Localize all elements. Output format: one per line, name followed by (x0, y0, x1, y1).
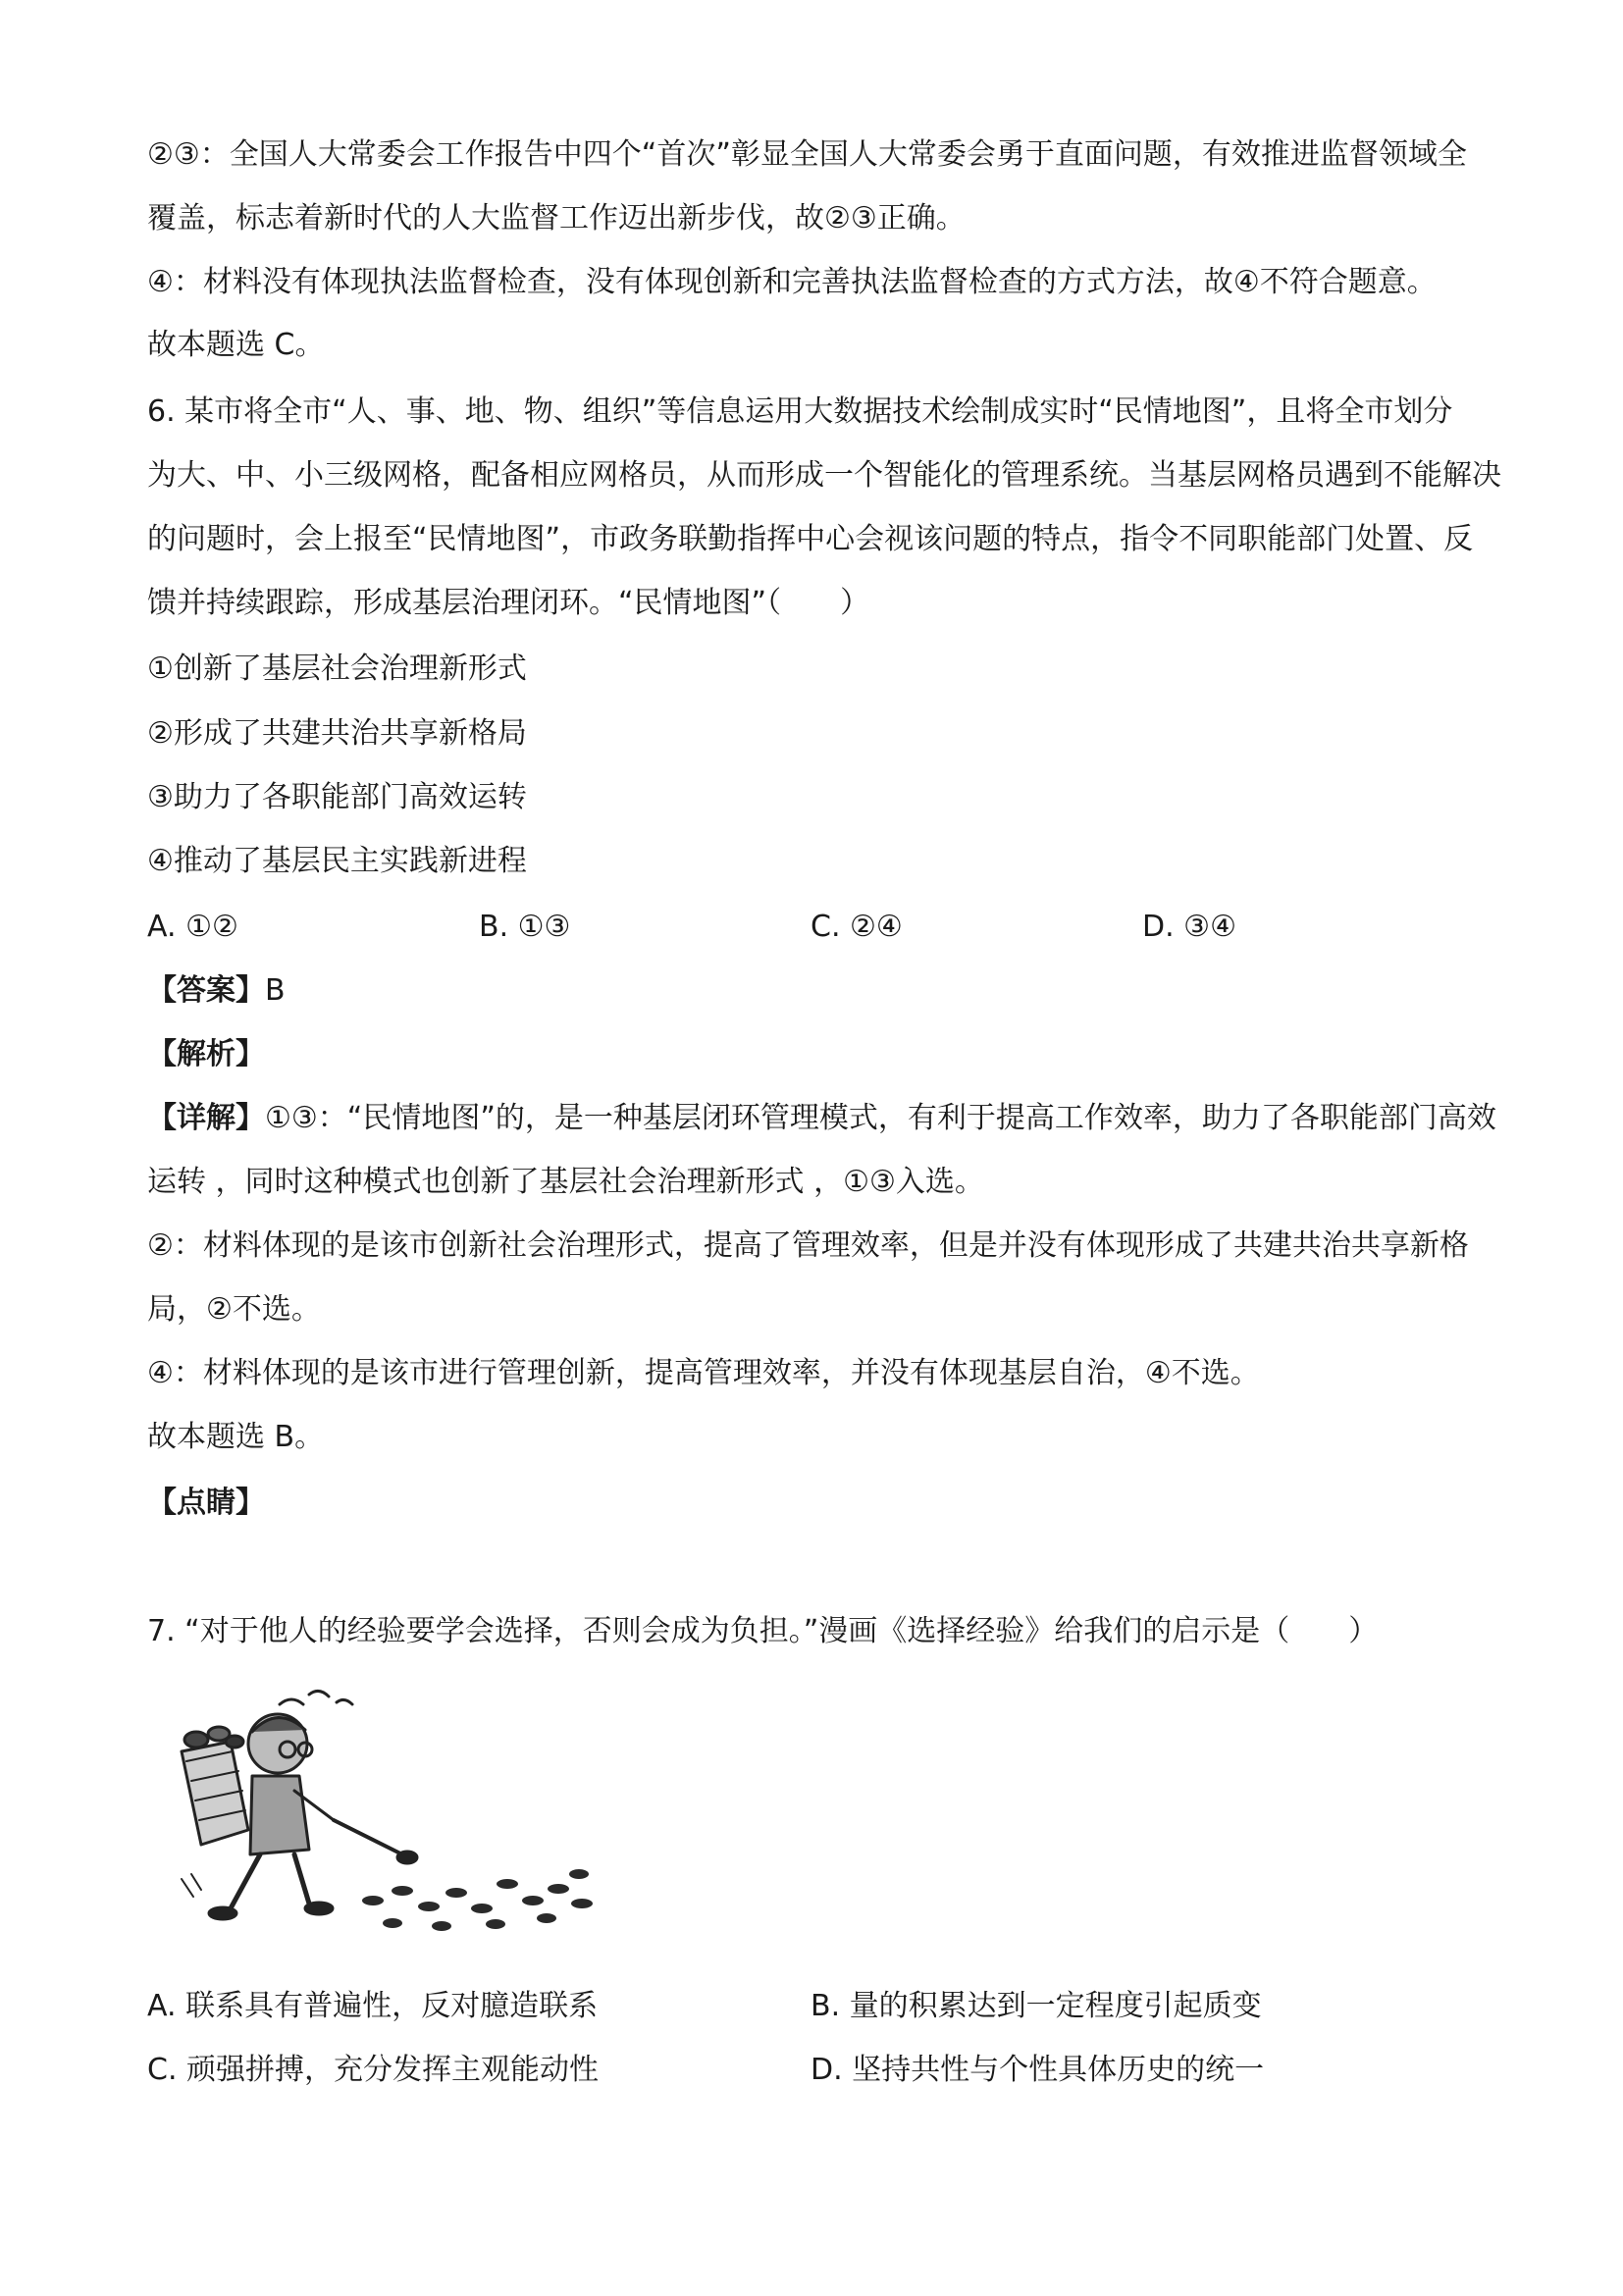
prev-analysis-line-3: ④：材料没有体现执法监督检查，没有体现创新和完善执法监督检查的方式方法，故④不符合题意。 (147, 265, 1437, 299)
q7-option-d: D. 坚持共性与个性具体历史的统一 (811, 2053, 1265, 2087)
q6-answer (147, 971, 286, 1011)
prev-conclusion: 故本题选 C。 (147, 328, 325, 362)
q6-detail-line-3: ②：材料体现的是该市创新社会治理形式，提高了管理效率，但是并没有体现形成了共建共治共享新格 (147, 1228, 1469, 1263)
q6-detail-line-4: 局，②不选。 (147, 1292, 321, 1327)
detail-text-1: ①③：“民情地图”的，是一种基层闭环管理模式，有利于提高工作效率，助力了各职能部门高效 (265, 1101, 1496, 1135)
q6-detail-line-5: ④：材料体现的是该市进行管理创新，提高管理效率，并没有体现基层自治，④不选。 (147, 1356, 1260, 1390)
cartoon-image (162, 1683, 603, 1938)
q6-item-4: ④推动了基层民主实践新进程 (147, 844, 527, 878)
q7-stem: 7. “对于他人的经验要学会选择，否则会成为负担。”漫画《选择经验》给我们的启示是（ ） (147, 1614, 1379, 1648)
q7-option-c: C. 顽强拼搏，充分发挥主观能动性 (147, 2053, 600, 2087)
q6-analysis-label: 【解析】 (147, 1037, 265, 1071)
q7-option-b: B. 量的积累达到一定程度引起质变 (811, 1989, 1262, 2023)
q6-option-d: D. ③④ (1142, 910, 1236, 944)
prev-analysis-line-2: 覆盖，标志着新时代的人大监督工作迈出新步伐，故②③正确。 (147, 201, 966, 235)
q6-option-a: A. ①② (147, 910, 238, 944)
q6-item-3: ③助力了各职能部门高效运转 (147, 780, 527, 814)
q6-option-b: B. ①③ (479, 910, 571, 944)
q6-detail-line-2: 运转 ，同时这种模式也创新了基层社会治理新形式 ，①③入选。 (147, 1165, 984, 1199)
q6-conclusion: 故本题选 B。 (147, 1420, 325, 1454)
answer-value: B (265, 973, 286, 1008)
prev-analysis-line-1: ②③：全国人大常委会工作报告中四个“首次”彰显全国人大常委会勇于直面问题，有效推进监督领域全 (147, 137, 1467, 172)
q7-option-a: A. 联系具有普遍性，反对臆造联系 (147, 1989, 599, 2023)
q6-stem-line-2: 为大、中、小三级网格，配备相应网格员，从而形成一个智能化的管理系统。当基层网格员遇到不能解决 (147, 458, 1501, 493)
q6-item-2: ②形成了共建共治共享新格局 (147, 716, 527, 751)
q6-stem-line-4: 馈并持续跟踪，形成基层治理闭环。“民情地图”（ ） (147, 586, 870, 620)
q6-option-c: C. ②④ (811, 910, 903, 944)
detail-label: 【详解】 (147, 1101, 265, 1135)
answer-label: 【答案】 (147, 973, 265, 1008)
q6-stem-line-3: 的问题时，会上报至“民情地图”，市政务联勤指挥中心会视该问题的特点，指令不同职能部门处置、反 (147, 522, 1474, 556)
q6-detail-line-1 (147, 1099, 1496, 1138)
q6-stem-line-1: 6. 某市将全市“人、事、地、物、组织”等信息运用大数据技术绘制成实时“民情地图”，且将全市划分 (147, 394, 1453, 429)
q6-item-1: ①创新了基层社会治理新形式 (147, 652, 527, 686)
q6-comment-label: 【点睛】 (147, 1486, 265, 1520)
